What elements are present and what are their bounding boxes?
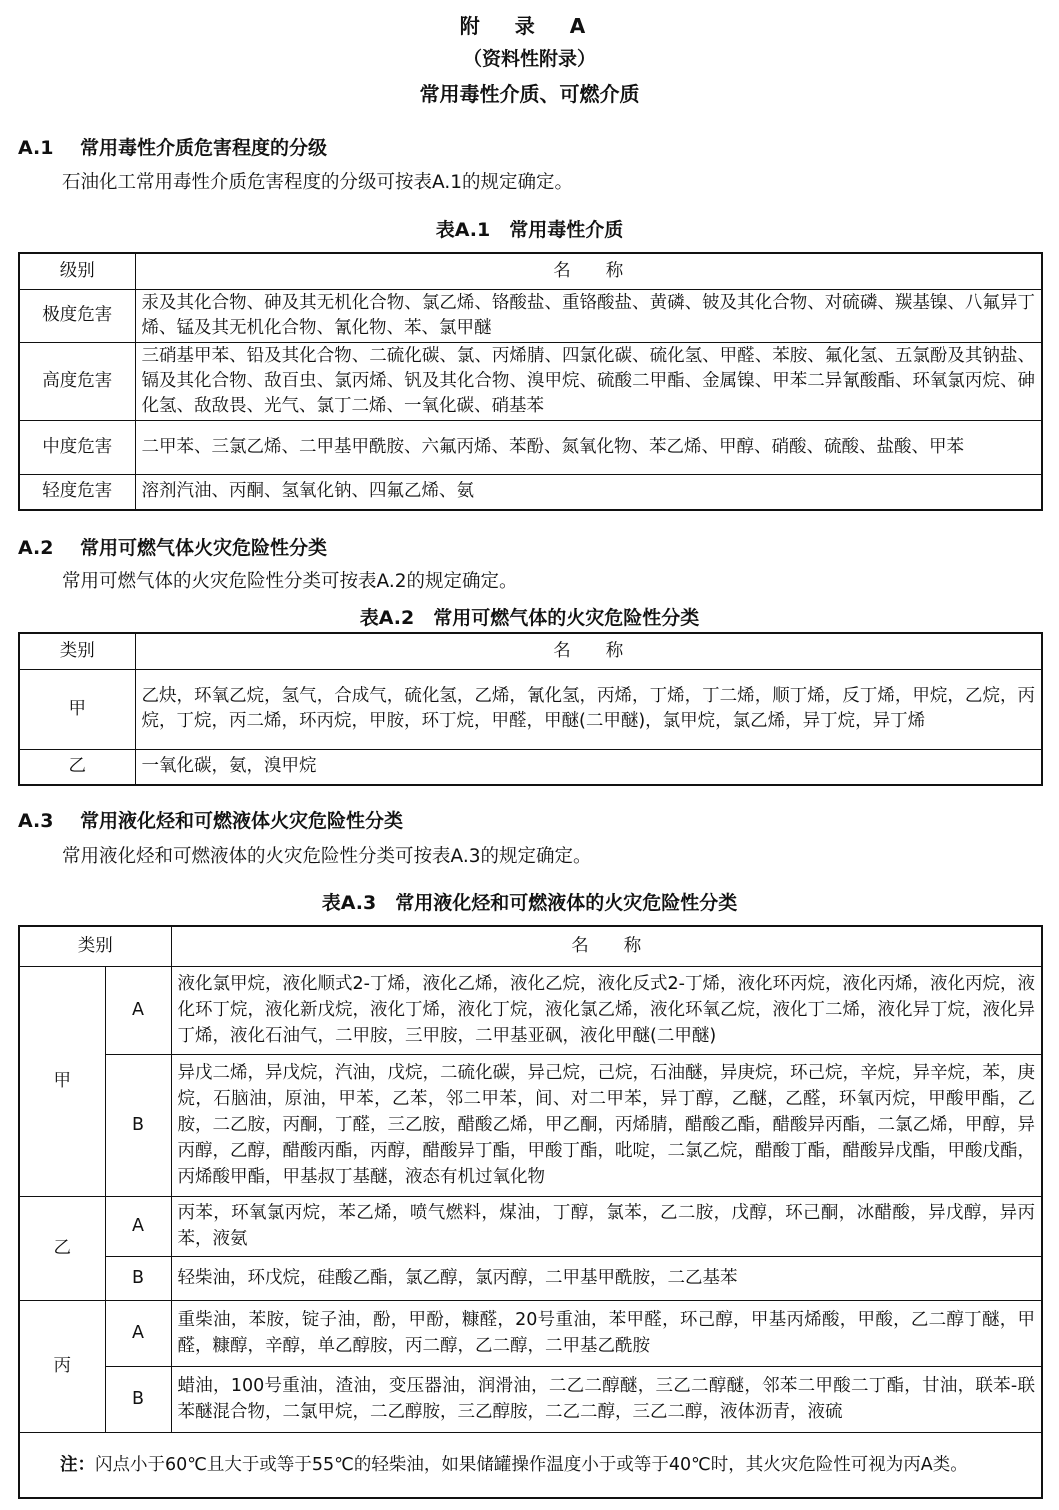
fire-class: 乙 — [19, 1196, 105, 1300]
hazard-level: 极度危害 — [19, 289, 135, 342]
table-row — [19, 966, 1042, 1054]
substance-names: 蜡油，100号重油，渣油，变压器油，润滑油，二乙二醇醚，三乙二醇醚，邻苯二甲酸二丁酯，甘油，联苯-联苯醚混合物，二氯甲烷，二乙醇胺，三乙醇胺，二乙二醇，三乙二醇，液体沥青，液硫 — [171, 1366, 1042, 1432]
table-header-row — [19, 253, 1042, 289]
column-header: 名 称 — [135, 633, 1042, 669]
section-a2-heading — [18, 533, 327, 560]
substance-names: 乙炔，环氧乙烷，氢气，合成气，硫化氢，乙烯，氰化氢，丙烯，丁烯，丁二烯，顺丁烯，反丁烯，甲烷，乙烷，丙烷，丁烷，丙二烯，环丙烷，甲胺，环丁烷，甲醛，甲醚(二甲醚)，氯甲烷，氯乙烯，异丁烷，异丁烯 — [135, 669, 1042, 749]
appendix-heading: 常用毒性介质、可燃介质 — [419, 82, 640, 106]
table-note — [19, 1432, 1042, 1498]
fire-class: 甲 — [19, 669, 135, 749]
table-a3-caption: 表A.3 常用液化烃和可燃液体的火灾危险性分类 — [321, 892, 738, 914]
section-a1-heading — [18, 133, 327, 160]
note-label: 注： — [60, 1454, 95, 1475]
substance-names: 液化氯甲烷，液化顺式2-丁烯，液化乙烯，液化乙烷，液化反式2-丁烯，液化环丙烷，液化丙烯，液化丙烷，液化环丁烷，液化新戊烷，液化丁烯，液化丁烷，液化氯乙烯，液化环氧乙烷，液化丁二烯，液化异丁烷，液化异丁烯，液化石油气，二甲胺，三甲胺，二甲基亚砜，液化甲醚(二甲醚) — [171, 966, 1042, 1054]
table-header-row — [19, 926, 1042, 966]
appendix-title: 附 录 A — [459, 14, 600, 38]
table-row — [19, 1300, 1042, 1366]
table-a1 — [18, 252, 1043, 511]
table-a1-caption: 表A.1 常用毒性介质 — [435, 219, 624, 241]
fire-class: 甲 — [19, 966, 105, 1196]
section-a3-heading — [18, 806, 403, 833]
table-row — [19, 1054, 1042, 1196]
table-note-row — [19, 1432, 1042, 1498]
substance-names: 汞及其化合物、砷及其无机化合物、氯乙烯、铬酸盐、重铬酸盐、黄磷、铍及其化合物、对硫磷、羰基镍、八氟异丁烯、锰及其无机化合物、氰化物、苯、氯甲醚 — [135, 289, 1042, 342]
column-header: 名 称 — [171, 926, 1042, 966]
hazard-level: 轻度危害 — [19, 474, 135, 510]
fire-subclass: A — [105, 1300, 171, 1366]
substance-names: 一氧化碳，氨，溴甲烷 — [135, 749, 1042, 785]
fire-subclass: B — [105, 1366, 171, 1432]
substance-names: 二甲苯、三氯乙烯、二甲基甲酰胺、六氟丙烯、苯酚、氮氧化物、苯乙烯、甲醇、硝酸、硫酸、盐酸、甲苯 — [135, 420, 1042, 474]
column-header: 级别 — [19, 253, 135, 289]
table-row — [19, 474, 1042, 510]
appendix-subtitle: （资料性附录） — [462, 48, 596, 70]
section-number: A.1 — [18, 137, 54, 159]
substance-names: 异戊二烯，异戊烷，汽油，戊烷，二硫化碳，异己烷，己烷，石油醚，异庚烷，环己烷，辛烷，异辛烷，苯，庚烷，石脑油，原油，甲苯，乙苯，邻二甲苯，间、对二甲苯，异丁醇，乙醚，乙醛，环氧丙烷，甲酸甲酯，乙胺，二乙胺，丙酮，丁醛，三乙胺，醋酸乙烯，甲乙酮，丙烯腈，醋酸乙酯，醋酸异丙酯，二氯乙烯，甲醇，异丙醇，乙醇，醋酸丙酯，丙醇，醋酸异丁酯，甲酸丁酯，吡啶，二氯乙烷，醋酸丁酯，醋酸异戊酯，甲酸戊酯，丙烯酸甲酯，甲基叔丁基醚，液态有机过氧化物 — [171, 1054, 1042, 1196]
table-header-row — [19, 633, 1042, 669]
fire-subclass: B — [105, 1256, 171, 1300]
hazard-level: 中度危害 — [19, 420, 135, 474]
table-row — [19, 1196, 1042, 1256]
substance-names: 溶剂汽油、丙酮、氢氧化钠、四氟乙烯、氨 — [135, 474, 1042, 510]
table-row — [19, 1256, 1042, 1300]
substance-names: 重柴油，苯胺，锭子油，酚，甲酚，糠醛，20号重油，苯甲醛，环己醇，甲基丙烯酸，甲酸，乙二醇丁醚，甲醛，糠醇，辛醇，单乙醇胺，丙二醇，乙二醇，二甲基乙酰胺 — [171, 1300, 1042, 1366]
fire-subclass: A — [105, 966, 171, 1054]
section-title: 常用可燃气体火灾危险性分类 — [80, 537, 328, 559]
substance-names: 三硝基甲苯、铅及其化合物、二硫化碳、氯、丙烯腈、四氯化碳、硫化氢、甲醛、苯胺、氟化氢、五氯酚及其钠盐、镉及其化合物、敌百虫、氯丙烯、钒及其化合物、溴甲烷、硫酸二甲酯、金属镍、甲苯二异氰酸酯、环氧氯丙烷、砷化氢、敌敌畏、光气、氯丁二烯、一氧化碳、硝基苯 — [135, 342, 1042, 420]
section-a1-text: 石油化工常用毒性介质危害程度的分级可按表A.1的规定确定。 — [62, 172, 573, 193]
column-header: 类别 — [19, 633, 135, 669]
section-number: A.2 — [18, 537, 54, 559]
table-row — [19, 289, 1042, 342]
section-a3-text: 常用液化烃和可燃液体的火灾危险性分类可按表A.3的规定确定。 — [62, 846, 592, 867]
substance-names: 轻柴油，环戊烷，硅酸乙酯，氯乙醇，氯丙醇，二甲基甲酰胺，二乙基苯 — [171, 1256, 1042, 1300]
section-title: 常用液化烃和可燃液体火灾危险性分类 — [80, 810, 404, 832]
section-number: A.3 — [18, 810, 54, 832]
table-row — [19, 342, 1042, 420]
hazard-level: 高度危害 — [19, 342, 135, 420]
section-a2-text: 常用可燃气体的火灾危险性分类可按表A.2的规定确定。 — [62, 571, 518, 592]
fire-subclass: A — [105, 1196, 171, 1256]
note-text: 闪点小于60℃且大于或等于55℃的轻柴油，如果储罐操作温度小于或等于40℃时，其火灾危险性可视为丙A类。 — [95, 1454, 968, 1475]
table-row — [19, 1366, 1042, 1432]
fire-class: 丙 — [19, 1300, 105, 1432]
section-title: 常用毒性介质危害程度的分级 — [80, 137, 328, 159]
column-header: 类别 — [19, 926, 171, 966]
table-row — [19, 749, 1042, 785]
table-row — [19, 420, 1042, 474]
table-a2-caption: 表A.2 常用可燃气体的火灾危险性分类 — [359, 607, 700, 629]
column-header: 名 称 — [135, 253, 1042, 289]
fire-subclass: B — [105, 1054, 171, 1196]
table-row — [19, 669, 1042, 749]
fire-class: 乙 — [19, 749, 135, 785]
table-a2 — [18, 632, 1043, 786]
substance-names: 丙苯，环氧氯丙烷，苯乙烯，喷气燃料，煤油，丁醇，氯苯，乙二胺，戊醇，环己酮，冰醋酸，异戊醇，异丙苯，液氨 — [171, 1196, 1042, 1256]
table-a3 — [18, 925, 1043, 1499]
